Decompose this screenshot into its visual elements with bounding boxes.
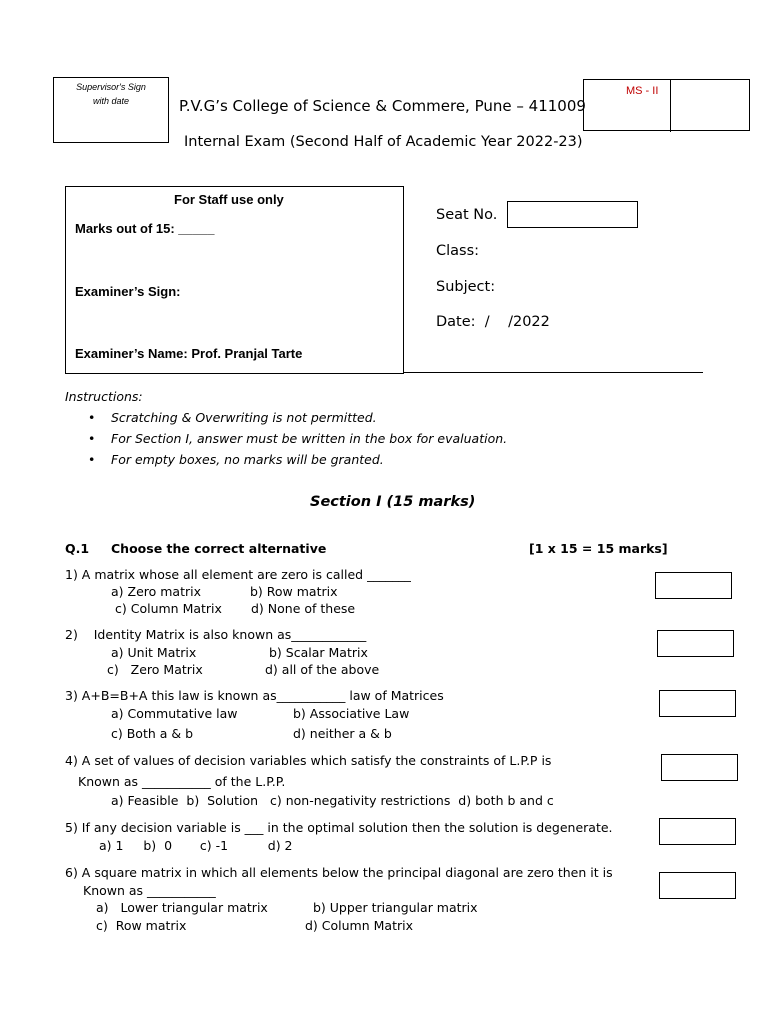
q6-option-b: b) Upper triangular matrix xyxy=(313,900,478,915)
answer-box-4[interactable] xyxy=(661,754,738,781)
q3-option-a: a) Commutative law xyxy=(111,706,238,721)
q6-option-a: a) Lower triangular matrix xyxy=(96,900,268,915)
answer-box-3[interactable] xyxy=(659,690,736,717)
answer-box-1[interactable] xyxy=(655,572,732,599)
q1-option-a: a) Zero matrix xyxy=(111,584,201,599)
question-number: Q.1 xyxy=(65,541,90,556)
answer-box-5[interactable] xyxy=(659,818,736,845)
section-title: Section I (15 marks) xyxy=(310,494,476,510)
paper-code-divider xyxy=(670,80,671,132)
examiner-sign-label: Examiner’s Sign: xyxy=(75,284,181,299)
q6-option-d: d) Column Matrix xyxy=(305,918,413,933)
seat-no-label: Seat No. xyxy=(436,207,498,223)
question-2-text: 2) Identity Matrix is also known as____________ xyxy=(65,627,367,642)
paper-code: MS - II xyxy=(626,85,659,97)
q6-option-c: c) Row matrix xyxy=(96,918,187,933)
question-4-text: 4) A set of values of decision variables which satisfy the constraints of L.P.P is xyxy=(65,753,552,768)
paper-code-box xyxy=(583,79,750,131)
college-name: P.V.G’s College of Science & Commere, Pune – 411009 xyxy=(179,97,586,115)
question-marks: [1 x 15 = 15 marks] xyxy=(529,541,668,556)
staff-box-title: For Staff use only xyxy=(174,192,284,207)
q2-option-d: d) all of the above xyxy=(265,662,380,677)
supervisor-sign-box xyxy=(53,77,169,143)
question-3-text: 3) A+B=B+A this law is known as___________ law of Matrices xyxy=(65,688,444,703)
date-label: Date: / /2022 xyxy=(436,314,550,330)
instruction-item: • For Section I, answer must be written in the box for evaluation. xyxy=(88,431,508,446)
q2-option-c: c) Zero Matrix xyxy=(107,662,203,677)
answer-box-6[interactable] xyxy=(659,872,736,899)
q4-options: a) Feasible b) Solution c) non-negativity restrictions d) both b and c xyxy=(111,793,554,808)
seat-no-input[interactable] xyxy=(507,201,638,228)
q1-option-c: c) Column Matrix xyxy=(115,601,222,616)
answer-box-2[interactable] xyxy=(657,630,734,657)
question-4-text-cont: Known as ___________ of the L.P.P. xyxy=(78,774,286,789)
instructions-title: Instructions: xyxy=(65,389,143,404)
instruction-item: • Scratching & Overwriting is not permitted. xyxy=(88,410,377,425)
q1-option-b: b) Row matrix xyxy=(250,584,338,599)
q3-option-c: c) Both a & b xyxy=(111,726,194,741)
question-1-text: 1) A matrix whose all element are zero is called _______ xyxy=(65,567,411,582)
q2-option-b: b) Scalar Matrix xyxy=(269,645,368,660)
marks-out-of-label: Marks out of 15: _____ xyxy=(75,221,215,236)
question-6-text: 6) A square matrix in which all elements below the principal diagonal are zero then it is xyxy=(65,865,613,880)
q3-option-b: b) Associative Law xyxy=(293,706,410,721)
bullet-icon: • xyxy=(88,431,96,446)
bullet-icon: • xyxy=(88,452,96,467)
question-instruction: Choose the correct alternative xyxy=(111,541,327,556)
q1-option-d: d) None of these xyxy=(251,601,356,616)
separator-line xyxy=(403,372,703,373)
subject-label: Subject: xyxy=(436,279,496,295)
staff-use-box xyxy=(65,186,404,374)
examiner-name-label: Examiner’s Name: Prof. Pranjal Tarte xyxy=(75,346,303,361)
q3-option-d: d) neither a & b xyxy=(293,726,392,741)
question-6-text-cont: Known as ___________ xyxy=(83,883,216,898)
class-label: Class: xyxy=(436,243,480,259)
exam-title: Internal Exam (Second Half of Academic Year 2022-23) xyxy=(184,134,583,150)
q5-options: a) 1 b) 0 c) -1 d) 2 xyxy=(99,838,293,853)
q2-option-a: a) Unit Matrix xyxy=(111,645,197,660)
supervisor-sign-label: Supervisor's Sign xyxy=(76,82,146,92)
question-5-text: 5) If any decision variable is ___ in the optimal solution then the solution is degenerate. xyxy=(65,820,613,835)
instruction-item: • For empty boxes, no marks will be granted. xyxy=(88,452,384,467)
bullet-icon: • xyxy=(88,410,96,425)
supervisor-date-label: with date xyxy=(92,96,130,106)
